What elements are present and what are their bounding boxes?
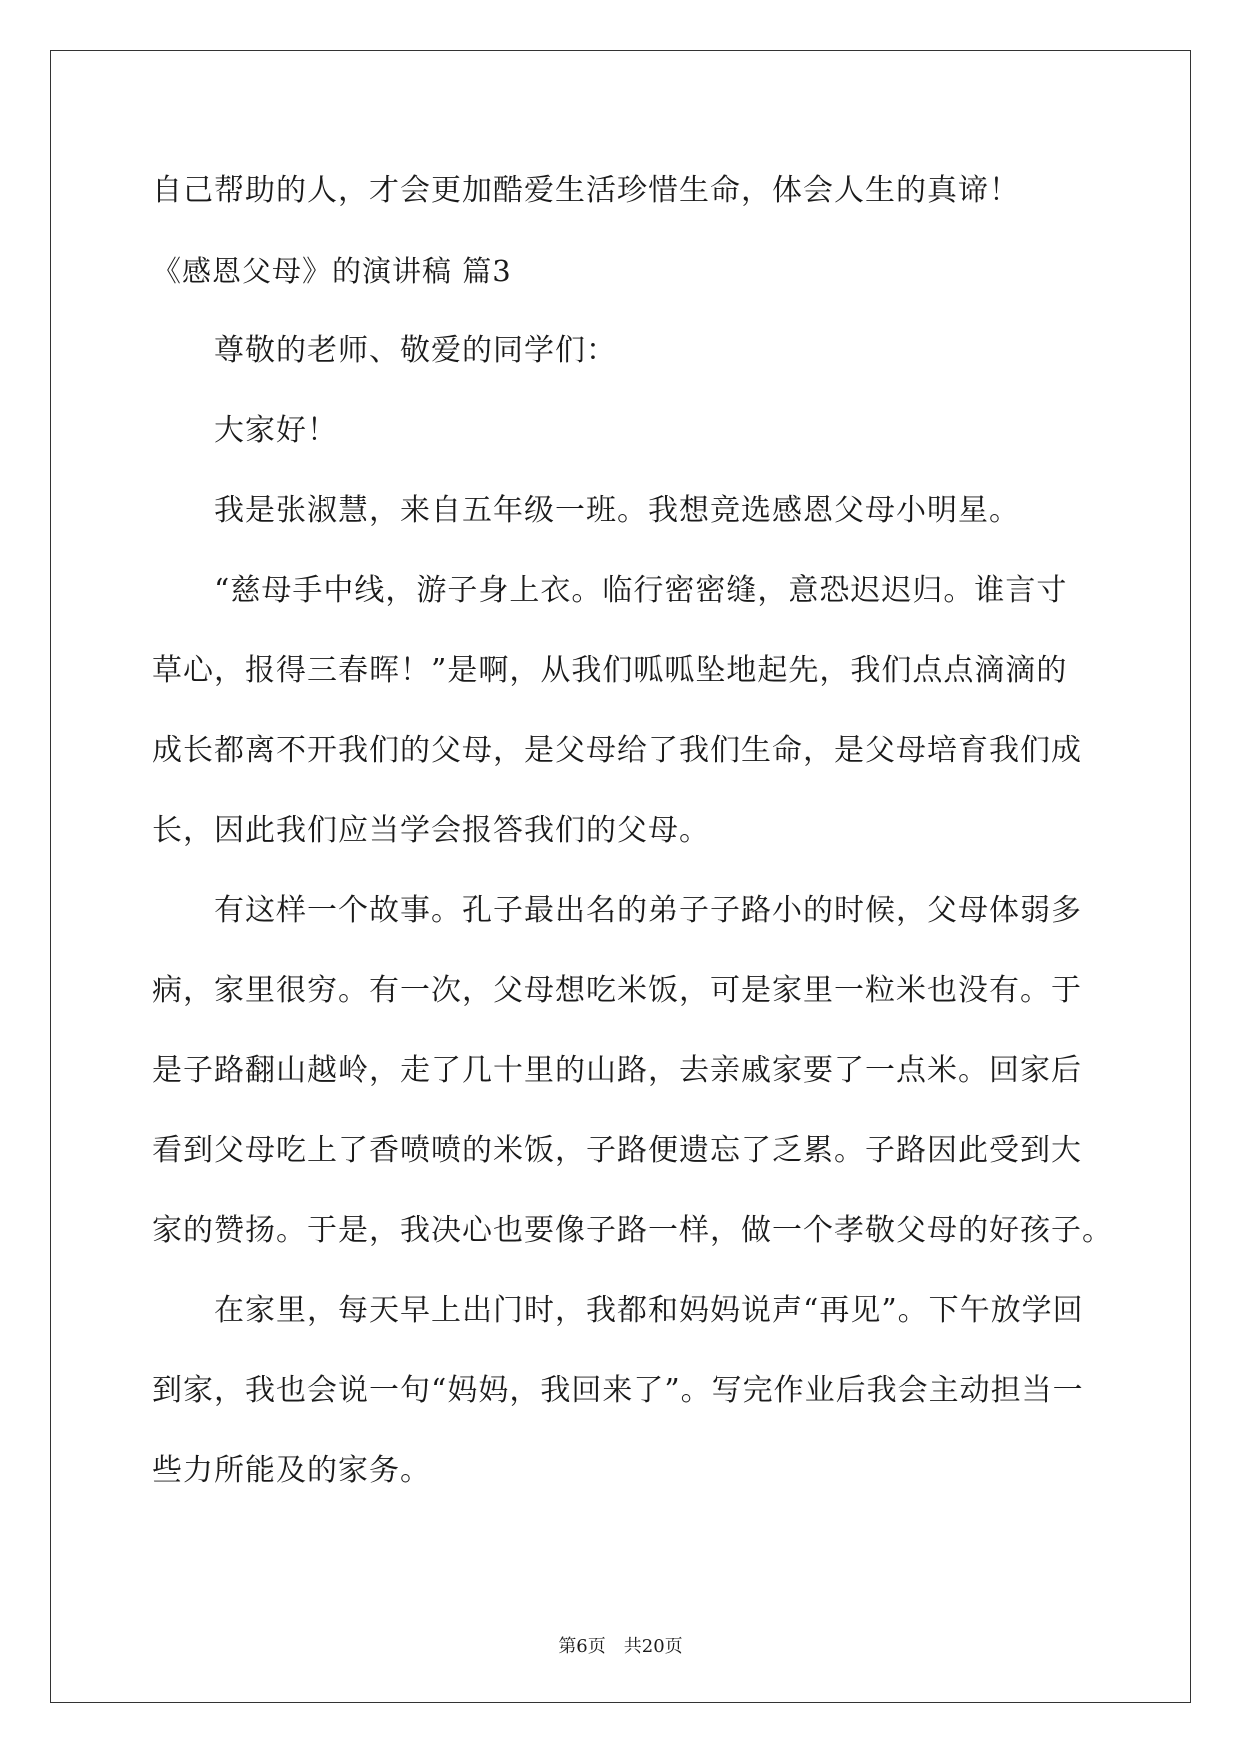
text-line: 我是张淑慧，来自五年级一班。我想竞选感恩父母小明星。 <box>152 493 1020 528</box>
text-line: “慈母手中线，游子身上衣。临行密密缝，意恐迟迟归。谁言寸 <box>152 573 1068 608</box>
text-line: 有这样一个故事。孔子最出名的弟子子路小的时候，父母体弱多 <box>152 893 1082 928</box>
salutation: 尊敬的老师、敬爱的同学们： <box>152 333 617 368</box>
text-line: 到家，我也会说一句“妈妈，我回来了”。写完作业后我会主动担当一 <box>152 1373 1084 1408</box>
greeting: 大家好！ <box>152 413 338 448</box>
section-title: 《感恩父母》的演讲稿 篇3 <box>152 254 512 288</box>
text-line: 长，因此我们应当学会报答我们的父母。 <box>152 813 710 848</box>
text-line: 是子路翻山越岭，走了几十里的山路，去亲戚家要了一点米。回家后 <box>152 1053 1082 1088</box>
text-line: 在家里，每天早上出门时，我都和妈妈说声“再见”。下午放学回 <box>152 1293 1084 1328</box>
text-line: 病，家里很穷。有一次，父母想吃米饭，可是家里一粒米也没有。于 <box>152 973 1082 1008</box>
page-number: 第6页 共20页 <box>558 1636 683 1657</box>
document-body <box>152 165 1113 1525</box>
text-line: 看到父母吃上了香喷喷的米饭，子路便遗忘了乏累。子路因此受到大 <box>152 1133 1082 1168</box>
text-line: 家的赞扬。于是，我决心也要像子路一样，做一个孝敬父母的好孩子。 <box>152 1213 1113 1248</box>
text-line: 成长都离不开我们的父母，是父母给了我们生命，是父母培育我们成 <box>152 733 1082 768</box>
text-line: 自己帮助的人，才会更加酷爱生活珍惜生命，体会人生的真谛！ <box>152 173 1020 208</box>
text-line: 草心，报得三春晖！”是啊，从我们呱呱坠地起先，我们点点滴滴的 <box>152 653 1068 688</box>
text-line: 些力所能及的家务。 <box>152 1453 431 1488</box>
